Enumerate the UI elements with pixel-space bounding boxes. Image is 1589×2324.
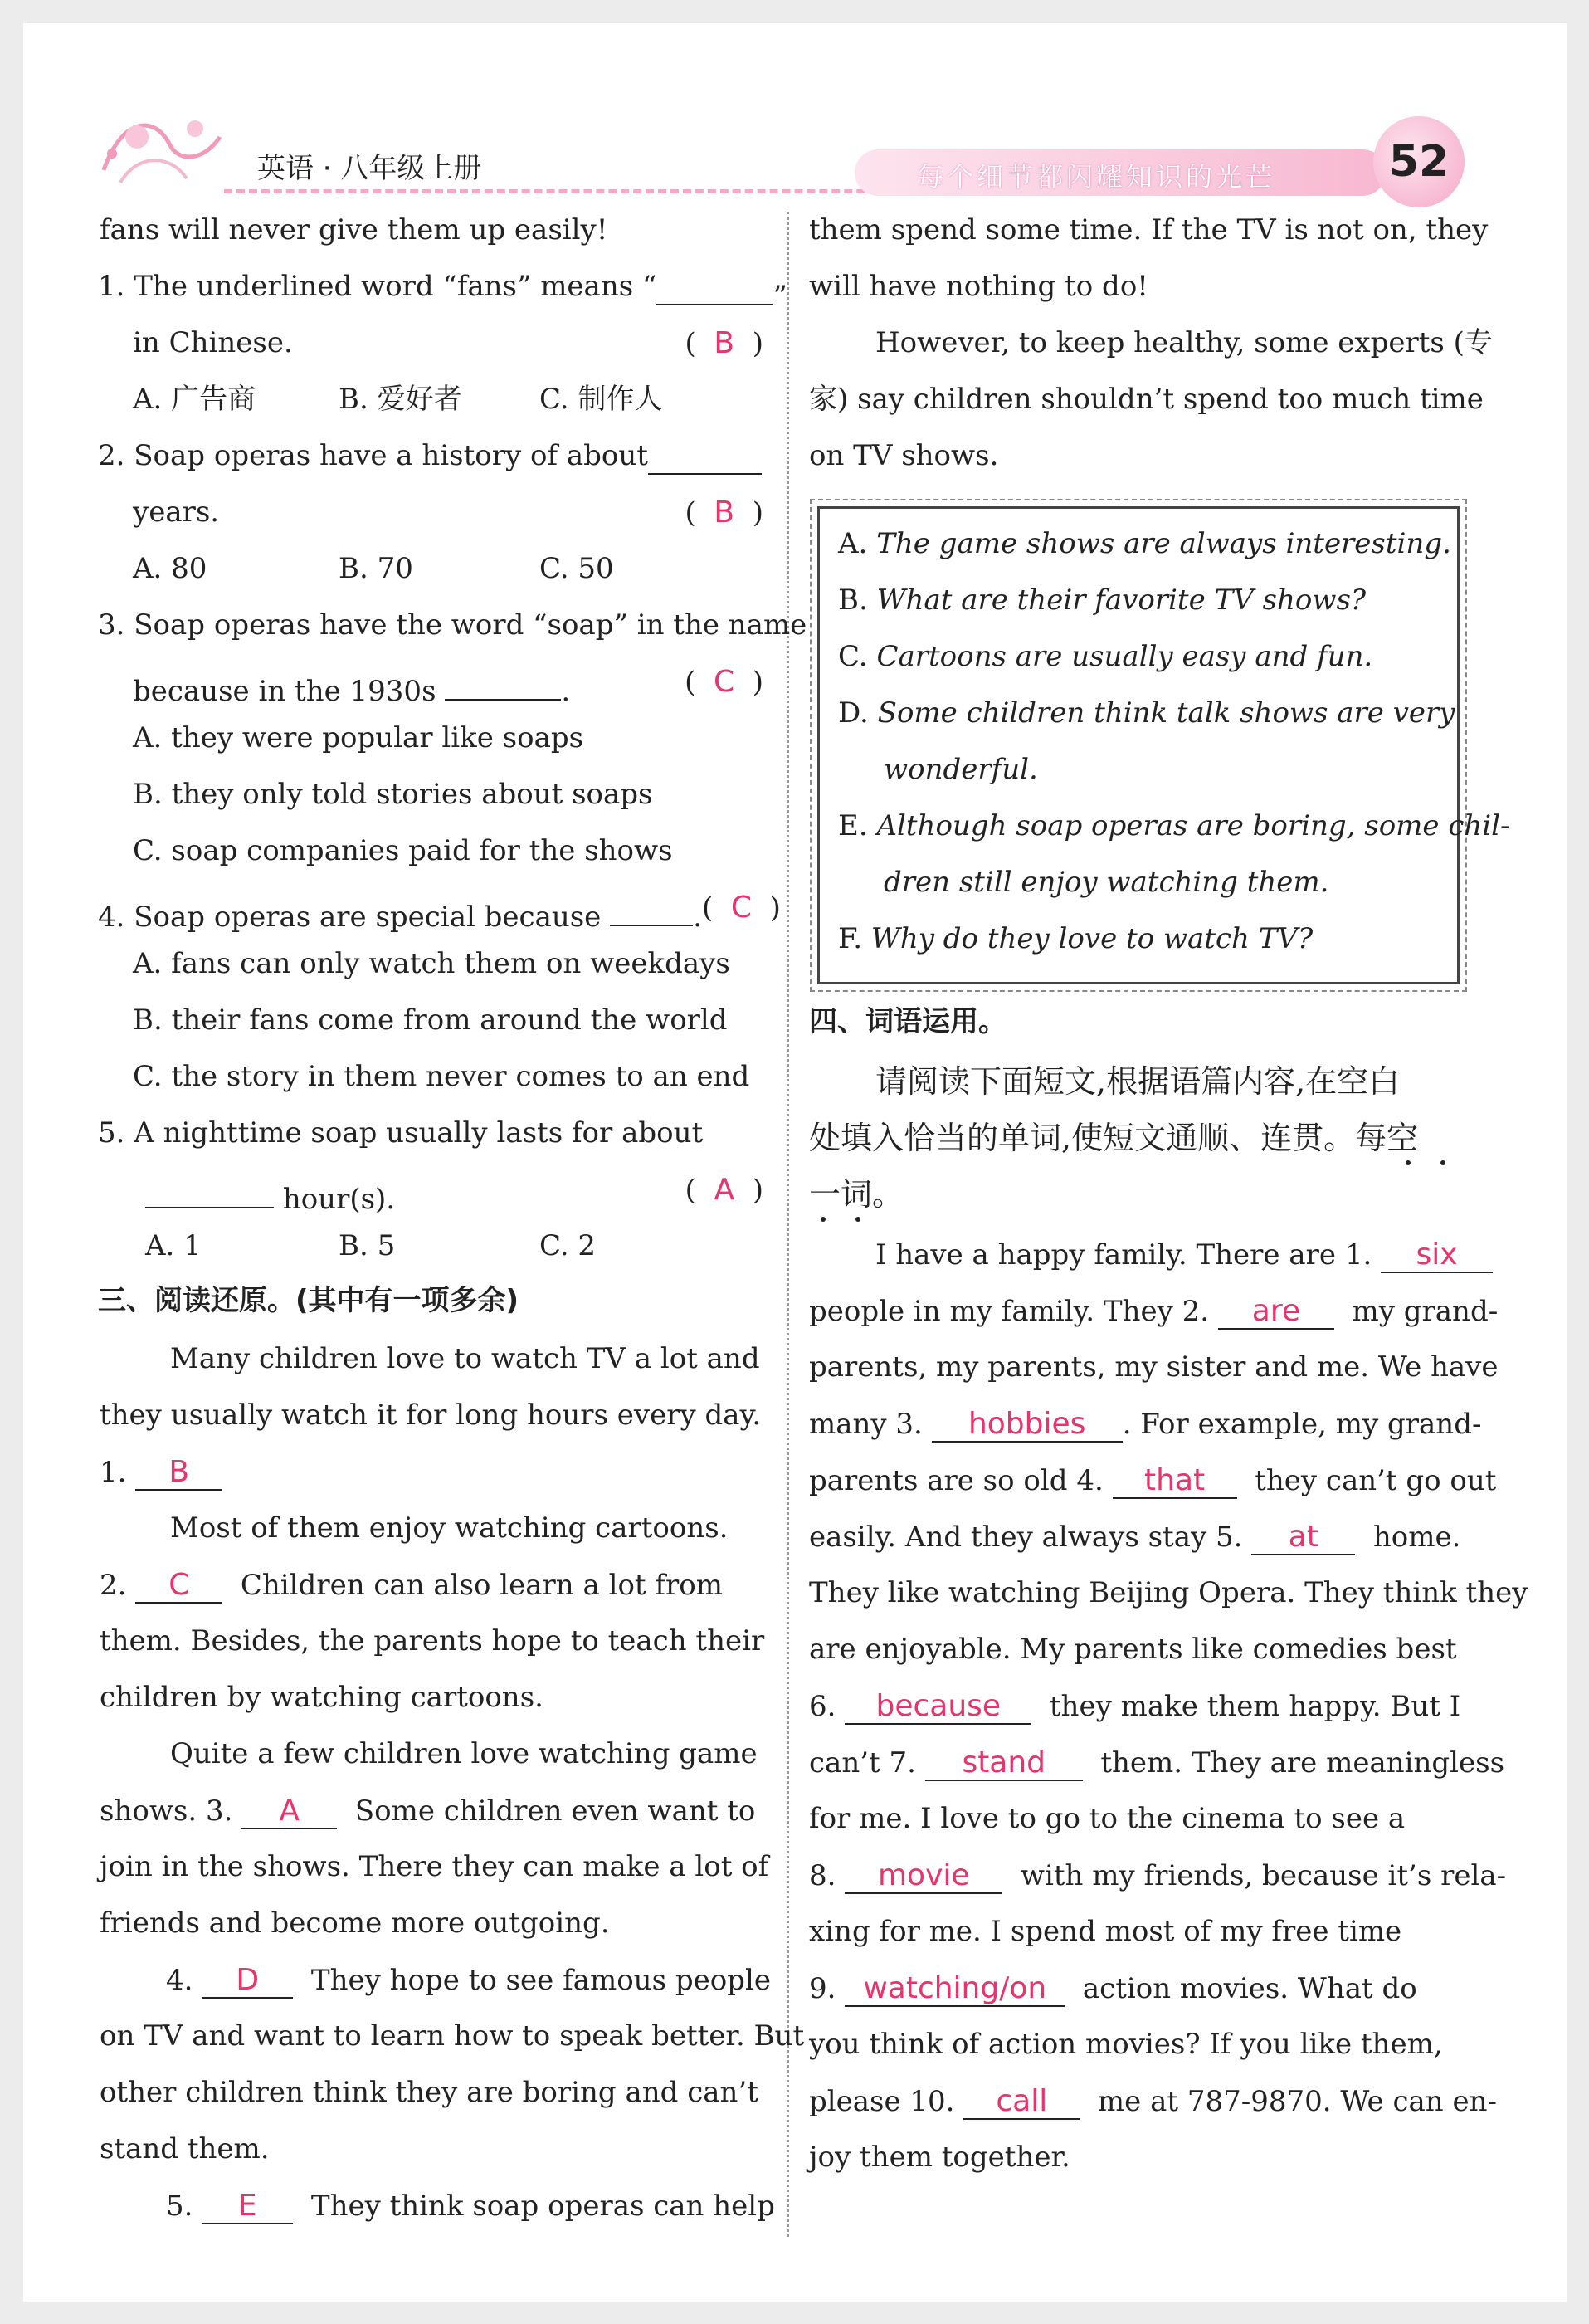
instruction-line: 一词。 (809, 1176, 904, 1213)
question-text: 3. Soap operas have the word “soap” in the name (98, 608, 807, 642)
cloze-line: parents, my parents, my sister and me. We have (809, 1350, 1499, 1384)
cloze-line: for me. I love to go to the cinema to see a (809, 1802, 1406, 1835)
blank-number: 1. (100, 1456, 127, 1489)
option: B. they only told stories about soaps (133, 778, 653, 811)
passage-line: Quite a few children love watching game (170, 1737, 758, 1770)
answer-mark: B (714, 496, 735, 530)
answer-blank (202, 2191, 293, 2224)
blank-number: 5. (166, 2190, 193, 2223)
option-d-cont: wonderful. (884, 753, 1038, 786)
passage-line: on TV shows. (809, 439, 999, 472)
answer-blank (648, 442, 762, 475)
answer-paren: ( C ) (701, 891, 781, 925)
emphasis-dot (1440, 1160, 1445, 1165)
cloze-line: joy them together. (809, 2141, 1070, 2174)
passage-line: them spend some time. If the TV is not on, they (809, 213, 1489, 247)
answer-blank (845, 1971, 1065, 2007)
answer-blank (610, 893, 693, 926)
option: C. 50 (539, 552, 614, 585)
cloze-line: They like watching Beijing Opera. They think they (809, 1576, 1528, 1609)
answer-blank (656, 272, 773, 305)
answer-blank (963, 2084, 1080, 2120)
option: C. 制作人 (539, 383, 663, 416)
option: A. 广告商 (133, 383, 256, 416)
answer-paren: ( B ) (685, 326, 763, 360)
cloze-line: you think of action movies? If you like them, (809, 2028, 1443, 2061)
answer-blank (1251, 1522, 1355, 1555)
text-line: fans will never give them up easily! (100, 213, 608, 247)
passage-line: other children think they are boring and can’t (100, 2076, 758, 2109)
cloze-line: 6. because they make them happy. But I (809, 1689, 1461, 1723)
cloze-line: many 3. hobbies . For example, my grand- (809, 1407, 1482, 1441)
question-2 (98, 439, 762, 475)
answer-blank (1113, 1463, 1237, 1499)
answer-blank (925, 1745, 1083, 1781)
emphasis-dot (855, 1217, 860, 1222)
answer-text: are (1251, 1294, 1300, 1328)
passage-line: 家) say children shouldn’t spend too much time (809, 383, 1484, 416)
cloze-line: easily. And they always stay 5. at home. (809, 1520, 1461, 1554)
answer-text: that (1144, 1463, 1206, 1497)
cloze-line: 8. movie with my friends, because it’s rela- (809, 1858, 1507, 1892)
answer-blank (932, 1409, 1123, 1443)
answer-text: watching/on (863, 1971, 1047, 2005)
answer-paren: ( B ) (685, 496, 763, 530)
option-b: B. What are their favorite TV shows? (838, 583, 1367, 617)
question-text: hour(s). (282, 1183, 396, 1216)
option: C. the story in them never comes to an end (133, 1060, 750, 1093)
answer-mark: B (714, 326, 735, 360)
option-f: F. Why do they love to watch TV? (838, 922, 1314, 955)
option-e: E. Although soap operas are boring, some chil- (838, 809, 1510, 842)
answer-mark: C (713, 665, 735, 699)
cloze-line: can’t 7. stand them. They are meaningless (809, 1745, 1505, 1780)
answer-blank (445, 667, 561, 701)
passage-line: them. Besides, the parents hope to teach their (100, 1624, 765, 1658)
question-2-line2 (133, 498, 763, 528)
question-text: because in the 1930s (133, 675, 436, 708)
passage-line: join in the shows. There they can make a lot of (100, 1850, 769, 1883)
answer-text: stand (962, 1745, 1046, 1780)
passage-line: children by watching cartoons. (100, 1681, 543, 1714)
options-box (817, 506, 1460, 984)
option: B. 5 (339, 1229, 396, 1262)
answer-text: B (168, 1455, 190, 1489)
answer-blank (202, 1965, 293, 1999)
cloze-line: I have a happy family. There are 1. six (875, 1240, 1493, 1273)
question-text: in Chinese. (133, 326, 293, 359)
cloze-line: 9. watching/on action movies. What do (809, 1971, 1417, 2005)
answer-text: A (279, 1794, 300, 1828)
text: shows. 3. (100, 1794, 233, 1828)
passage-line: on TV and want to learn how to speak better. But (100, 2019, 805, 2053)
question-4 (98, 891, 781, 934)
blank-5 (166, 2191, 775, 2224)
option: C. soap companies paid for the shows (133, 834, 673, 867)
option: A. they were popular like soaps (133, 721, 584, 754)
text: Children can also learn a lot from (240, 1569, 723, 1602)
answer-blank (1218, 1296, 1334, 1330)
text: They hope to see famous people (310, 1964, 771, 1997)
emphasis-dot (1406, 1160, 1411, 1165)
answer-text: because (875, 1689, 1002, 1723)
instruction-line: 请阅读下面短文,根据语篇内容,在空白 (875, 1063, 1401, 1100)
page (23, 23, 1567, 2302)
floral-ornament-icon (95, 104, 228, 195)
blank-number: 2. (100, 1569, 127, 1602)
blank-4 (166, 1965, 771, 1999)
answer-text: at (1288, 1520, 1318, 1554)
answer-blank (135, 1457, 222, 1491)
question-text: 1. The underlined word “fans” means “ (98, 270, 657, 303)
option: A. fans can only watch them on weekdays (133, 947, 730, 980)
option: B. 爱好者 (339, 383, 462, 416)
answer-text: C (168, 1568, 190, 1602)
cloze-line: xing for me. I spend most of my free time (809, 1915, 1402, 1948)
cloze-line: please 10. call me at 787-9870. We can en- (809, 2084, 1497, 2118)
option: A. 80 (133, 552, 207, 585)
blank-3 (100, 1796, 755, 1829)
answer-text: hobbies (968, 1407, 1086, 1441)
text: Many children love to watch TV a lot and (170, 1342, 760, 1375)
answer-blank (1381, 1240, 1493, 1273)
option-e-cont: dren still enjoy watching them. (884, 866, 1329, 899)
column-divider (787, 212, 789, 2237)
option: B. 70 (339, 552, 413, 585)
passage-line: they usually watch it for long hours every day. (100, 1399, 762, 1432)
passage-line: will have nothing to do! (809, 270, 1148, 303)
option-a: A. The game shows are always interesting. (838, 527, 1451, 560)
blank-number: 4. (166, 1964, 193, 1997)
question-text: 4. Soap operas are special because (98, 901, 602, 934)
blank-2 (100, 1570, 723, 1604)
instruction-line: 处填入恰当的单词,使短文通顺、连贯。每空 (809, 1120, 1419, 1156)
answer-blank (241, 1796, 337, 1829)
passage-line: Most of them enjoy watching cartoons. (170, 1511, 729, 1545)
question-text: years. (133, 496, 220, 529)
cloze-line: people in my family. They 2. are my grand- (809, 1294, 1499, 1328)
passage-line (170, 1342, 763, 1375)
question-3 (98, 608, 807, 642)
section-4-title: 四、词语运用。 (809, 1005, 1007, 1038)
book-subject: 英语 · 八年级上册 (257, 152, 482, 185)
answer-mark: C (730, 891, 752, 925)
question-1-line2 (133, 326, 763, 360)
option: B. their fans come from around the world (133, 1003, 728, 1037)
emphasis-dot (821, 1217, 826, 1222)
answer-mark: A (714, 1173, 735, 1207)
section-3-title: 三、阅读还原。(其中有一项多余) (98, 1284, 519, 1317)
answer-blank (145, 1175, 274, 1208)
answer-blank (135, 1570, 222, 1604)
passage-line: friends and become more outgoing. (100, 1907, 610, 1940)
option: C. 2 (539, 1229, 597, 1262)
text: Some children even want to (354, 1794, 756, 1828)
passage-line: However, to keep healthy, some experts (专 (875, 326, 1493, 359)
answer-text: D (236, 1963, 260, 1997)
text: They think soap operas can help (310, 2190, 775, 2223)
passage-line: stand them. (100, 2132, 270, 2165)
question-5 (98, 1116, 762, 1150)
page-number: 52 (1373, 116, 1465, 208)
answer-text: six (1416, 1238, 1458, 1272)
period: . (693, 901, 702, 934)
option-d: D. Some children think talk shows are very (838, 696, 1455, 730)
answer-text: call (996, 2084, 1048, 2118)
answer-blank (845, 1689, 1031, 1725)
cloze-line: are enjoyable. My parents like comedies best (809, 1633, 1457, 1666)
blank-1 (100, 1457, 222, 1491)
option-c: C. Cartoons are usually easy and fun. (838, 640, 1373, 673)
cloze-line: parents are so old 4. that they can’t go out (809, 1463, 1497, 1497)
option: A. 1 (145, 1229, 202, 1262)
question-text: 2. Soap operas have a history of about (98, 439, 648, 472)
question-3-line2 (133, 667, 763, 706)
question-1 (98, 270, 787, 313)
period: . (561, 675, 571, 708)
answer-text: E (237, 2189, 257, 2223)
question-text: 5. A nighttime soap usually lasts for about (98, 1116, 704, 1150)
answer-blank (845, 1858, 1002, 1894)
answer-paren: ( C ) (685, 665, 763, 699)
quote: ” (773, 280, 787, 313)
question-5-line2 (145, 1173, 763, 1216)
motto-text: 每个细节都闪耀知识的光芒 (917, 161, 1276, 193)
answer-paren: ( A ) (685, 1173, 763, 1207)
answer-text: movie (877, 1858, 970, 1892)
